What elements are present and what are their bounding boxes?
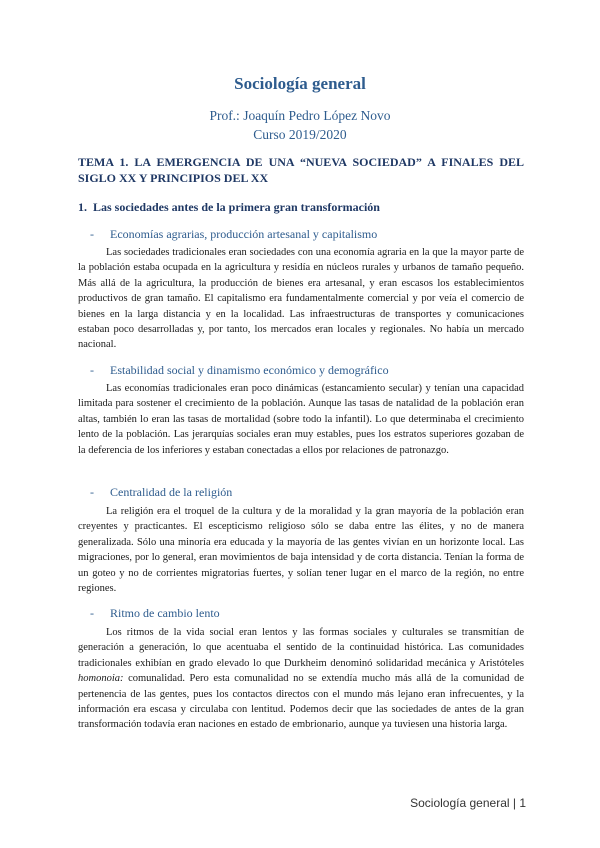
document-title: Sociología general <box>234 74 366 93</box>
section-heading <box>78 200 524 215</box>
subsection-title: Centralidad de la religión <box>110 485 233 499</box>
professor-line: Prof.: Joaquín Pedro López Novo <box>209 108 391 123</box>
subsection-title: Ritmo de cambio lento <box>110 606 220 620</box>
subsection-title: Estabilidad social y dinamismo económico y demográfico <box>110 363 389 377</box>
paragraph: La religión era el troquel de la cultura y de la moralidad y la gran mayoría de la población eran creyentes y practicantes. El escepticismo religioso sólo se daba entre las élites, y no de manera generalizada. Sólo una minoría era educada y la mayoría de las gentes vivían en un horizonte local. Las migraciones, por lo general, eran movimientos de baja intensidad y de corta distancia. Tenían la forma de un goteo y no de corrientes migratorias fuertes, y solían tener lugar en el marco de la región, no entre regiones. <box>78 506 524 595</box>
section-number: 1. <box>78 200 87 214</box>
bullet-dash: - <box>90 227 94 241</box>
subsection-heading <box>90 485 232 500</box>
paragraph <box>78 625 524 733</box>
course-line: Curso 2019/2020 <box>253 127 347 142</box>
topic-heading: TEMA 1. LA EMERGENCIA DE UNA “NUEVA SOCIEDAD” A FINALES DEL SIGLO XX Y PRINCIPIOS DEL XX <box>78 155 524 185</box>
bullet-dash: - <box>90 363 94 377</box>
page-footer: Sociología general | 1 <box>410 796 526 810</box>
paragraph-text: comunalidad. Pero esta comunalidad no se extendía mucho más allá de la comunidad de pertenencia de las gentes, pues los contactos directos con el mundo más lejano eran infrecuentes, y la información era escasa y circulaba con lentitud. Podemos decir que las sociedades de antes de la gran transformación todavía eran naciones en estado de embrionario, aunque ya tuviesen una historia larga. <box>78 673 524 731</box>
paragraph-text: Los ritmos de la vida social eran lentos y las formas sociales y culturales se transmitían de generación a generación, lo que acentuaba el sentido de la continuidad histórica. Las comunidades tradicionales exhibían en grado elevado lo que Durkheim denominó solidaridad mecánica y Aristóteles <box>78 627 524 669</box>
paragraph: Las sociedades tradicionales eran sociedades con una economía agraria en la que la mayor parte de la población estaba ocupada en la agricultura y residía en núcleos rurales y urbanos de tamaño pequeño. Más allá de la agricultura, la producción de bienes era artesanal, y eran escasos los establecimientos productivos de gran tamaño. El capitalismo era fundamentalmente comercial y por veía el comercio de bienes en la larga distancia y en la localidad. Las infraestructuras de transportes y comunicaciones estaban poco desarrolladas y, por tanto, los mercados eran locales y regionales. No había un mercado nacional. <box>78 247 524 351</box>
italic-term: homonoia: <box>78 673 124 685</box>
bullet-dash: - <box>90 606 94 620</box>
section-title: Las sociedades antes de la primera gran transformación <box>93 200 380 214</box>
subsection-title: Economías agrarias, producción artesanal y capitalismo <box>110 227 378 241</box>
subsection-heading <box>90 363 389 378</box>
subsection-heading <box>90 606 220 621</box>
subsection-heading <box>90 227 377 242</box>
paragraph: Las economías tradicionales eran poco dinámicas (estancamiento secular) y tenían una capacidad limitada para sostener el crecimiento de la población. Aunque las tasas de natalidad de la población eran altas, también lo eran las tasas de mortalidad (sobre todo la infantil). Lo que determinaba el crecimiento lento de la población. Las jerarquías sociales eran muy estables, pues los estratos superiores gozaban de la deferencia de los inferiores y estaban conectadas a ellos por relaciones de patronazgo. <box>78 383 524 456</box>
bullet-dash: - <box>90 485 94 499</box>
